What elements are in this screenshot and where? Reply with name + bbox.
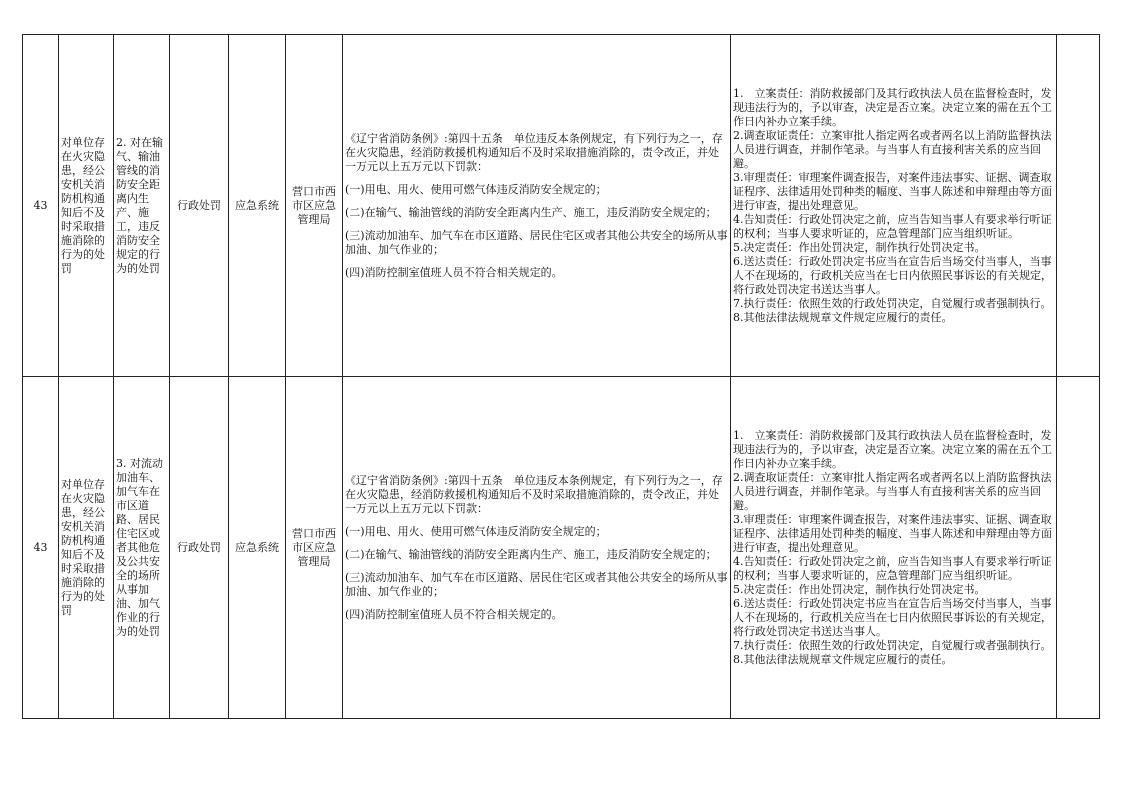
legal-basis-cell bbox=[343, 35, 731, 377]
responsibility-item: 8.其他法律法规规章文件规定应履行的责任。 bbox=[733, 652, 953, 666]
responsibility-item: 1. 立案责任：消防救援部门及其行政执法人员在监督检查时，发现违法行为的，予以审查，决定是否立案。决定立案的需在五个工作日内补办立案手续。 bbox=[733, 428, 1052, 470]
system-cell: 应急系统 bbox=[229, 35, 286, 377]
item-name-cell: 对单位存在火灾隐患，经公安机关消防机构通知后不及时采取措施消除的行为的处罚 bbox=[59, 377, 114, 719]
legal-basis-paragraph: (二)在输气、输油管线的消防安全距离内生产、施工，违反消防安全规定的； bbox=[345, 205, 717, 219]
legal-basis-paragraph: 《辽宁省消防条例》:第四十五条 单位违反本条例规定，有下列行为之一，存在火灾隐患，经消防救援机构通知后不及时采取措施消除的，责令改正，并处一万元以上五万元以下罚款： bbox=[345, 473, 723, 515]
legal-basis-paragraph: (一)用电、用火、使用可燃气体违反消防安全规定的； bbox=[345, 182, 607, 196]
row-number: 43 bbox=[23, 377, 59, 719]
category-cell: 行政处罚 bbox=[170, 35, 229, 377]
remark-cell bbox=[1057, 35, 1100, 377]
sub-item-cell: 2. 对在输气、输油管线的消防安全距离内生产、施工，违反消防安全规定的行为的处罚 bbox=[114, 35, 170, 377]
responsibility-item: 6.送达责任：行政处罚决定书应当在宣告后当场交付当事人，当事人不在现场的，行政机关应当在七日内依照民事诉讼的有关规定，将行政处罚决定书送达当事人。 bbox=[733, 254, 1052, 296]
responsibility-item: 5.决定责任：作出处罚决定，制作执行处罚决定书。 bbox=[733, 240, 986, 254]
power-list-table bbox=[22, 34, 1100, 719]
agency-cell: 营口市西市区应急管理局 bbox=[286, 377, 343, 719]
sub-item-cell: 3. 对流动加油车、加气车在市区道路、居民住宅区或者其他危及公共安全的场所从事加油、加气作业的行为的处罚 bbox=[114, 377, 170, 719]
legal-basis-paragraph: (四)消防控制室值班人员不符合相关规定的。 bbox=[345, 265, 563, 279]
legal-basis-cell bbox=[343, 377, 731, 719]
table-row bbox=[23, 377, 1100, 719]
system-cell: 应急系统 bbox=[229, 377, 286, 719]
responsibility-item: 2.调查取证责任：立案审批人指定两名或者两名以上消防监督执法人员进行调查，并制作笔录。与当事人有直接利害关系的应当回避。 bbox=[733, 470, 1052, 512]
row-number: 43 bbox=[23, 35, 59, 377]
responsibility-item: 1. 立案责任：消防救援部门及其行政执法人员在监督检查时，发现违法行为的，予以审查，决定是否立案。决定立案的需在五个工作日内补办立案手续。 bbox=[733, 86, 1052, 128]
table-row bbox=[23, 35, 1100, 377]
responsibility-cell bbox=[731, 35, 1057, 377]
responsibility-item: 6.送达责任：行政处罚决定书应当在宣告后当场交付当事人，当事人不在现场的，行政机关应当在七日内依照民事诉讼的有关规定，将行政处罚决定书送达当事人。 bbox=[733, 596, 1052, 638]
responsibility-item: 7.执行责任：依照生效的行政处罚决定，自觉履行或者强制执行。 bbox=[733, 296, 1052, 310]
responsibility-item: 3.审理责任：审理案件调查报告，对案件违法事实、证据、调查取证程序、法律适用处罚种类的幅度、当事人陈述和申辩理由等方面进行审查，提出处理意见。 bbox=[733, 512, 1052, 554]
responsibility-item: 2.调查取证责任：立案审批人指定两名或者两名以上消防监督执法人员进行调查，并制作笔录。与当事人有直接利害关系的应当回避。 bbox=[733, 128, 1052, 170]
agency-cell: 营口市西市区应急管理局 bbox=[286, 35, 343, 377]
item-name-cell: 对单位存在火灾隐患，经公安机关消防机构通知后不及时采取措施消除的行为的处罚 bbox=[59, 35, 114, 377]
responsibility-item: 8.其他法律法规规章文件规定应履行的责任。 bbox=[733, 310, 953, 324]
legal-basis-paragraph: 《辽宁省消防条例》:第四十五条 单位违反本条例规定，有下列行为之一，存在火灾隐患，经消防救援机构通知后不及时采取措施消除的，责令改正，并处一万元以上五万元以下罚款： bbox=[345, 131, 723, 173]
responsibility-item: 4.告知责任：行政处罚决定之前，应当告知当事人有要求举行听证的权利；当事人要求听证的，应急管理部门应当组织听证。 bbox=[733, 212, 1052, 240]
remark-cell bbox=[1057, 377, 1100, 719]
responsibility-item: 3.审理责任：审理案件调查报告，对案件违法事实、证据、调查取证程序、法律适用处罚种类的幅度、当事人陈述和申辩理由等方面进行审查，提出处理意见。 bbox=[733, 170, 1052, 212]
legal-basis-paragraph: (三)流动加油车、加气车在市区道路、居民住宅区或者其他公共安全的场所从事加油、加气作业的； bbox=[345, 570, 728, 598]
legal-basis-paragraph: (二)在输气、输油管线的消防安全距离内生产、施工，违反消防安全规定的； bbox=[345, 547, 717, 561]
responsibility-cell bbox=[731, 377, 1057, 719]
legal-basis-paragraph: (一)用电、用火、使用可燃气体违反消防安全规定的； bbox=[345, 524, 607, 538]
legal-basis-paragraph: (三)流动加油车、加气车在市区道路、居民住宅区或者其他公共安全的场所从事加油、加气作业的； bbox=[345, 228, 728, 256]
category-cell: 行政处罚 bbox=[170, 377, 229, 719]
responsibility-item: 7.执行责任：依照生效的行政处罚决定，自觉履行或者强制执行。 bbox=[733, 638, 1052, 652]
responsibility-item: 4.告知责任：行政处罚决定之前，应当告知当事人有要求举行听证的权利；当事人要求听证的，应急管理部门应当组织听证。 bbox=[733, 554, 1052, 582]
responsibility-item: 5.决定责任：作出处罚决定，制作执行处罚决定书。 bbox=[733, 582, 986, 596]
legal-basis-paragraph: (四)消防控制室值班人员不符合相关规定的。 bbox=[345, 607, 563, 621]
